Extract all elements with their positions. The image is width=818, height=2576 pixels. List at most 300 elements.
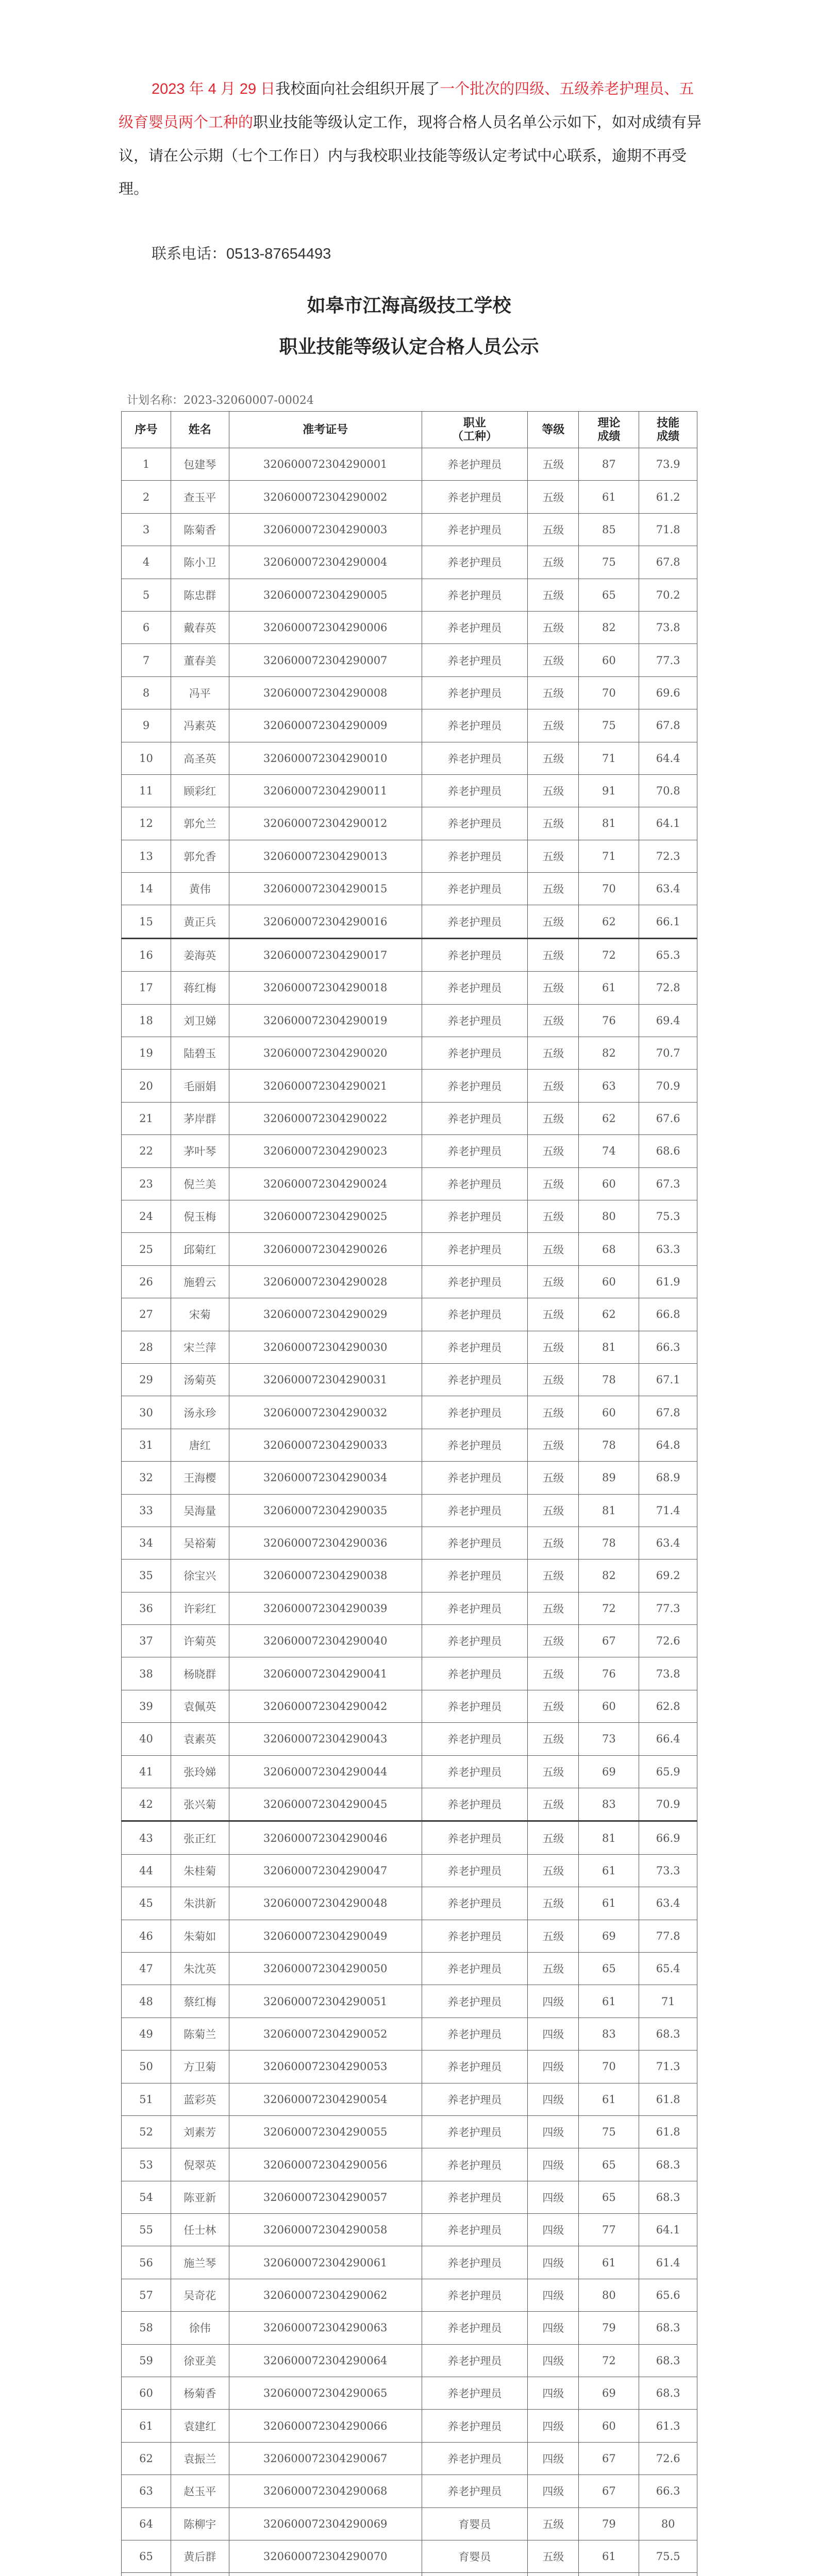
cell-theory: 74 <box>579 1135 639 1167</box>
cell-job: 养老护理员 <box>422 742 527 774</box>
cell-skill: 66.8 <box>639 1298 697 1331</box>
cell-name: 倪玉梅 <box>171 1200 229 1232</box>
table-row <box>122 611 697 643</box>
cell-theory: 65 <box>579 2181 639 2213</box>
cell-skill: 61.9 <box>639 1265 697 1298</box>
cell-exam-id: 320600072304290013 <box>229 840 422 872</box>
cell-index: 35 <box>122 1560 171 1592</box>
cell-exam-id: 320600072304290052 <box>229 2018 422 2050</box>
cell-name: 吴海量 <box>171 1494 229 1527</box>
cell-level: 五级 <box>528 1037 579 1070</box>
cell-level: 五级 <box>528 2540 579 2573</box>
cell-theory: 80 <box>579 1200 639 1232</box>
cell-name: 顾彩红 <box>171 774 229 807</box>
cell-theory: 61 <box>579 1985 639 2018</box>
cell-exam-id: 320600072304290054 <box>229 2083 422 2115</box>
cell-index: 41 <box>122 1755 171 1788</box>
cell-skill: 67.3 <box>639 1167 697 1200</box>
cell-job: 养老护理员 <box>422 1723 527 1755</box>
cell-index: 37 <box>122 1625 171 1657</box>
cell-exam-id: 320600072304290004 <box>229 546 422 579</box>
cell-level: 五级 <box>528 1004 579 1037</box>
cell-index: 5 <box>122 579 171 611</box>
cell-name: 宋菊 <box>171 1298 229 1331</box>
cell-theory: 67 <box>579 2475 639 2507</box>
col-index-header: 序号 <box>122 412 171 448</box>
cell-exam-id: 320600072304290062 <box>229 2279 422 2311</box>
cell-exam-id: 320600072304290021 <box>229 1070 422 1102</box>
cell-index <box>122 2573 171 2576</box>
table-row <box>122 2475 697 2507</box>
cell-theory: 91 <box>579 774 639 807</box>
cell-job: 养老护理员 <box>422 1854 527 1887</box>
cell-level: 五级 <box>528 1821 579 1854</box>
cell-skill: 61.8 <box>639 2115 697 2148</box>
cell-index: 2 <box>122 481 171 513</box>
cell-index: 47 <box>122 1952 171 1985</box>
cell-index: 51 <box>122 2083 171 2115</box>
cell-theory: 78 <box>579 1527 639 1559</box>
cell-name: 冯平 <box>171 676 229 709</box>
cell-job: 养老护理员 <box>422 2410 527 2442</box>
cell-exam-id: 320600072304290068 <box>229 2475 422 2507</box>
cell-skill: 64.8 <box>639 1429 697 1461</box>
cell-index: 27 <box>122 1298 171 1331</box>
cell-exam-id: 320600072304290056 <box>229 2148 422 2181</box>
table-row <box>122 1167 697 1200</box>
table-row <box>122 2344 697 2377</box>
cell-theory: 75 <box>579 709 639 742</box>
cell-index: 44 <box>122 1854 171 1887</box>
notice-text-1: 我校面向社会组织开展了 <box>275 80 440 97</box>
table-row <box>122 709 697 742</box>
cell-job: 养老护理员 <box>422 1233 527 1265</box>
cell-theory: 71 <box>579 840 639 872</box>
cell-skill: 67.1 <box>639 1363 697 1396</box>
cell-index: 43 <box>122 1821 171 1854</box>
cell-exam-id: 320600072304290057 <box>229 2181 422 2213</box>
cell-level: 五级 <box>528 709 579 742</box>
table-row <box>122 1887 697 1920</box>
cell-level: 五级 <box>528 1527 579 1559</box>
cell-job: 养老护理员 <box>422 2377 527 2410</box>
cell-level: 五级 <box>528 1167 579 1200</box>
cell-exam-id: 320600072304290043 <box>229 1723 422 1755</box>
cell-exam-id: 320600072304290016 <box>229 905 422 938</box>
cell-name: 陈菊香 <box>171 513 229 546</box>
cell-job: 养老护理员 <box>422 1821 527 1854</box>
cell-theory: 72 <box>579 1592 639 1624</box>
table-row <box>122 1854 697 1887</box>
col-level-header: 等级 <box>528 412 579 448</box>
cell-level: 五级 <box>528 905 579 938</box>
cell-exam-id: 320600072304290002 <box>229 481 422 513</box>
cell-level: 五级 <box>528 546 579 579</box>
cell-skill: 73.8 <box>639 611 697 643</box>
cell-job: 养老护理员 <box>422 1494 527 1527</box>
cell-name: 戴春英 <box>171 611 229 643</box>
cell-exam-id: 320600072304290001 <box>229 448 422 481</box>
cell-name: 姜海英 <box>171 938 229 971</box>
cell-theory: 69 <box>579 1755 639 1788</box>
cell-name: 郭允兰 <box>171 807 229 840</box>
cell-level: 五级 <box>528 1854 579 1887</box>
cell-job: 养老护理员 <box>422 676 527 709</box>
cell-name: 蒋红梅 <box>171 972 229 1004</box>
cell-index: 59 <box>122 2344 171 2377</box>
cell-skill: 72.6 <box>639 1625 697 1657</box>
cell-index: 3 <box>122 513 171 546</box>
col-job-header: 职业 （工种） <box>422 412 527 448</box>
cell-name: 黄后群 <box>171 2540 229 2573</box>
cell-job: 养老护理员 <box>422 513 527 546</box>
cell-index: 19 <box>122 1037 171 1070</box>
cell-job: 养老护理员 <box>422 2214 527 2246</box>
cell-index: 32 <box>122 1462 171 1494</box>
cell-exam-id: 320600072304290069 <box>229 2507 422 2540</box>
cell-theory: 76 <box>579 1004 639 1037</box>
cell-index: 20 <box>122 1070 171 1102</box>
table-row <box>122 1265 697 1298</box>
table-row <box>122 2214 697 2246</box>
cell-exam-id: 320600072304290034 <box>229 1462 422 1494</box>
col-name-header: 姓名 <box>171 412 229 448</box>
table-row <box>122 2050 697 2083</box>
cell-skill: 64.4 <box>639 742 697 774</box>
table-row <box>122 1298 697 1331</box>
cell-theory: 78 <box>579 1363 639 1396</box>
cell-exam-id: 320600072304290032 <box>229 1396 422 1429</box>
cell-skill: 72.6 <box>639 2442 697 2475</box>
cell-index: 9 <box>122 709 171 742</box>
cell-skill: 65.9 <box>639 1755 697 1788</box>
table-row <box>122 905 697 938</box>
cell-theory: 82 <box>579 1560 639 1592</box>
cell-exam-id: 320600072304290044 <box>229 1755 422 1788</box>
cell-skill: 68.6 <box>639 1135 697 1167</box>
cell-exam-id: 320600072304290035 <box>229 1494 422 1527</box>
cell-exam-id: 320600072304290031 <box>229 1363 422 1396</box>
table-row <box>122 2312 697 2344</box>
cell-name: 刘卫娣 <box>171 1004 229 1037</box>
cell-exam-id <box>229 2573 422 2576</box>
cell-job: 养老护理员 <box>422 1004 527 1037</box>
cell-skill: 70.9 <box>639 1788 697 1821</box>
cell-skill: 68.3 <box>639 2018 697 2050</box>
cell-level: 五级 <box>528 1920 579 1952</box>
cell-theory: 69 <box>579 1920 639 1952</box>
cell-exam-id: 320600072304290005 <box>229 579 422 611</box>
table-row <box>122 1429 697 1461</box>
table-row <box>122 2246 697 2279</box>
cell-skill: 70.7 <box>639 1037 697 1070</box>
table-row <box>122 2018 697 2050</box>
cell-job: 养老护理员 <box>422 1985 527 2018</box>
cell-level: 五级 <box>528 1396 579 1429</box>
cell-exam-id: 320600072304290009 <box>229 709 422 742</box>
cell-exam-id: 320600072304290036 <box>229 1527 422 1559</box>
cell-exam-id: 320600072304290003 <box>229 513 422 546</box>
cell-theory: 71 <box>579 742 639 774</box>
cell-name: 毛丽娟 <box>171 1070 229 1102</box>
cell-theory: 61 <box>579 2246 639 2279</box>
cell-skill: 63.4 <box>639 1527 697 1559</box>
cell-name: 茅叶琴 <box>171 1135 229 1167</box>
table-row <box>122 676 697 709</box>
cell-theory: 68 <box>579 1233 639 1265</box>
table-row <box>122 1037 697 1070</box>
cell-exam-id: 320600072304290030 <box>229 1331 422 1363</box>
cell-skill: 68.3 <box>639 2181 697 2213</box>
cell-exam-id: 320600072304290017 <box>229 938 422 971</box>
cell-job <box>422 2573 527 2576</box>
cell-index: 11 <box>122 774 171 807</box>
cell-index: 31 <box>122 1429 171 1461</box>
cell-name: 许彩红 <box>171 1592 229 1624</box>
school-name: 如皋市江海高级技工学校 <box>307 295 511 316</box>
cell-level: 五级 <box>528 1135 579 1167</box>
cell-index: 55 <box>122 2214 171 2246</box>
cell-theory: 83 <box>579 1788 639 1821</box>
cell-name: 冯素英 <box>171 709 229 742</box>
cell-theory: 60 <box>579 2410 639 2442</box>
cell-name: 宋兰萍 <box>171 1331 229 1363</box>
cell-level: 五级 <box>528 840 579 872</box>
cell-skill: 68.3 <box>639 2148 697 2181</box>
cell-skill: 68.9 <box>639 1462 697 1494</box>
cell-skill: 65.3 <box>639 938 697 971</box>
cell-exam-id: 320600072304290070 <box>229 2540 422 2573</box>
cell-index: 23 <box>122 1167 171 1200</box>
cell-theory: 62 <box>579 1102 639 1134</box>
cell-exam-id: 320600072304290067 <box>229 2442 422 2475</box>
cell-job: 养老护理员 <box>422 1527 527 1559</box>
cell-job: 养老护理员 <box>422 448 527 481</box>
cell-name: 徐宝兴 <box>171 1560 229 1592</box>
cell-name: 朱菊如 <box>171 1920 229 1952</box>
cell-skill: 66.9 <box>639 1821 697 1854</box>
cell-job: 养老护理员 <box>422 1755 527 1788</box>
cell-level: 五级 <box>528 742 579 774</box>
cell-index: 50 <box>122 2050 171 2083</box>
cell-level: 五级 <box>528 1625 579 1657</box>
cell-exam-id: 320600072304290015 <box>229 873 422 905</box>
cell-exam-id: 320600072304290022 <box>229 1102 422 1134</box>
cell-level: 五级 <box>528 1200 579 1232</box>
table-row <box>122 579 697 611</box>
cell-job: 养老护理员 <box>422 2018 527 2050</box>
cell-job: 养老护理员 <box>422 2344 527 2377</box>
table-row <box>122 1755 697 1788</box>
cell-skill: 66.4 <box>639 1723 697 1755</box>
cell-name: 朱洪新 <box>171 1887 229 1920</box>
cell-theory: 76 <box>579 1657 639 1690</box>
cell-name: 倪翠英 <box>171 2148 229 2181</box>
cell-job: 养老护理员 <box>422 1200 527 1232</box>
cell-level: 五级 <box>528 774 579 807</box>
cell-job: 养老护理员 <box>422 2312 527 2344</box>
cell-skill: 69.6 <box>639 676 697 709</box>
cell-exam-id: 320600072304290024 <box>229 1167 422 1200</box>
cell-level: 五级 <box>528 1755 579 1788</box>
cell-theory: 61 <box>579 2540 639 2573</box>
cell-job: 养老护理员 <box>422 2442 527 2475</box>
cell-exam-id: 320600072304290020 <box>229 1037 422 1070</box>
cell-index: 21 <box>122 1102 171 1134</box>
cell-skill: 68.3 <box>639 2312 697 2344</box>
cell-index: 8 <box>122 676 171 709</box>
cell-name: 刘素芳 <box>171 2115 229 2148</box>
cell-job: 养老护理员 <box>422 546 527 579</box>
cell-name: 徐伟 <box>171 2312 229 2344</box>
cell-level: 四级 <box>528 2475 579 2507</box>
cell-job: 养老护理员 <box>422 1920 527 1952</box>
table-row <box>122 2410 697 2442</box>
cell-exam-id: 320600072304290019 <box>229 1004 422 1037</box>
cell-name: 方卫菊 <box>171 2050 229 2083</box>
table-row <box>122 1331 697 1363</box>
cell-exam-id: 320600072304290041 <box>229 1657 422 1690</box>
cell-theory: 82 <box>579 611 639 643</box>
cell-index: 65 <box>122 2540 171 2573</box>
table-row <box>122 1952 697 1985</box>
cell-exam-id: 320600072304290008 <box>229 676 422 709</box>
cell-theory: 75 <box>579 2115 639 2148</box>
table-row <box>122 1592 697 1624</box>
cell-level: 五级 <box>528 972 579 1004</box>
cell-exam-id: 320600072304290066 <box>229 2410 422 2442</box>
cell-name: 袁佩英 <box>171 1690 229 1722</box>
cell-skill: 70.8 <box>639 774 697 807</box>
cell-index: 58 <box>122 2312 171 2344</box>
table-row <box>122 513 697 546</box>
cell-skill: 73.3 <box>639 1854 697 1887</box>
cell-name: 郭允香 <box>171 840 229 872</box>
cell-index: 40 <box>122 1723 171 1755</box>
table-row <box>122 1560 697 1592</box>
table-row <box>122 2540 697 2573</box>
cell-skill: 72.3 <box>639 840 697 872</box>
cell-exam-id: 320600072304290049 <box>229 1920 422 1952</box>
cell-theory: 61 <box>579 972 639 1004</box>
cell-skill: 68.3 <box>639 2377 697 2410</box>
cell-name: 张正红 <box>171 1821 229 1854</box>
table-row <box>122 1920 697 1952</box>
cell-level: 四级 <box>528 2312 579 2344</box>
cell-theory: 72 <box>579 938 639 971</box>
table-row <box>122 1396 697 1429</box>
cell-name: 赵玉平 <box>171 2475 229 2507</box>
cell-level: 五级 <box>528 873 579 905</box>
cell-job: 养老护理员 <box>422 774 527 807</box>
cell-job: 养老护理员 <box>422 1265 527 1298</box>
cell-level: 四级 <box>528 2018 579 2050</box>
table-header-row <box>122 412 697 448</box>
cell-level: 五级 <box>528 513 579 546</box>
table-row <box>122 1723 697 1755</box>
cell-theory: 81 <box>579 1331 639 1363</box>
cell-skill: 64.1 <box>639 2214 697 2246</box>
table-row <box>122 1527 697 1559</box>
cell-level: 四级 <box>528 2115 579 2148</box>
cell-theory: 85 <box>579 513 639 546</box>
cell-index: 53 <box>122 2148 171 2181</box>
cell-skill: 71 <box>639 1985 697 2018</box>
table-row <box>122 873 697 905</box>
cell-exam-id: 320600072304290053 <box>229 2050 422 2083</box>
table-row <box>122 742 697 774</box>
col-exam-id-header: 准考证号 <box>229 412 422 448</box>
cell-job: 养老护理员 <box>422 1462 527 1494</box>
cell-skill: 64.1 <box>639 807 697 840</box>
cell-skill: 62.8 <box>639 1690 697 1722</box>
cell-level: 五级 <box>528 448 579 481</box>
cell-name: 袁振兰 <box>171 2442 229 2475</box>
cell-skill: 77.3 <box>639 1592 697 1624</box>
cell-index: 60 <box>122 2377 171 2410</box>
cell-job: 养老护理员 <box>422 1331 527 1363</box>
cell-name: 陆碧玉 <box>171 1037 229 1070</box>
cell-theory: 79 <box>579 2507 639 2540</box>
cell-level: 五级 <box>528 1690 579 1722</box>
cell-job: 养老护理员 <box>422 1560 527 1592</box>
cell-index: 56 <box>122 2246 171 2279</box>
table-row <box>122 938 697 971</box>
cell-level: 四级 <box>528 2246 579 2279</box>
cell-theory: 61 <box>579 1887 639 1920</box>
cell-theory: 65 <box>579 1952 639 1985</box>
cell-skill <box>639 2573 697 2576</box>
table-row <box>122 644 697 676</box>
cell-job: 养老护理员 <box>422 644 527 676</box>
cell-skill: 77.8 <box>639 1920 697 1952</box>
cell-skill: 61.3 <box>639 2410 697 2442</box>
cell-skill: 67.8 <box>639 546 697 579</box>
cell-level: 五级 <box>528 1592 579 1624</box>
cell-exam-id: 320600072304290006 <box>229 611 422 643</box>
cell-exam-id: 320600072304290063 <box>229 2312 422 2344</box>
cell-job: 养老护理员 <box>422 1657 527 1690</box>
cell-level: 四级 <box>528 2377 579 2410</box>
cell-level: 五级 <box>528 1331 579 1363</box>
cell-theory: 73 <box>579 1723 639 1755</box>
cell-skill: 67.8 <box>639 1396 697 1429</box>
cell-exam-id: 320600072304290047 <box>229 1854 422 1887</box>
cell-theory: 89 <box>579 1462 639 1494</box>
table-row <box>122 1985 697 2018</box>
cell-name: 施兰琴 <box>171 2246 229 2279</box>
cell-name: 邱菊红 <box>171 1233 229 1265</box>
cell-exam-id: 320600072304290026 <box>229 1233 422 1265</box>
cell-job: 养老护理员 <box>422 2475 527 2507</box>
cell-level: 五级 <box>528 1952 579 1985</box>
cell-exam-id: 320600072304290029 <box>229 1298 422 1331</box>
notice-text-2: 职业技能等级认定工作，现将合格人员名单公示如下，如对成绩有异议，请在公示期（七个工作日）内与我校职业技能等级认定考试中心联系，逾期不再受理。 <box>119 113 702 197</box>
cell-name: 朱桂菊 <box>171 1854 229 1887</box>
cell-exam-id: 320600072304290050 <box>229 1952 422 1985</box>
col-theory-header: 理论 成绩 <box>579 412 639 448</box>
table-row <box>122 2148 697 2181</box>
cell-index: 64 <box>122 2507 171 2540</box>
cell-name: 陈小卫 <box>171 546 229 579</box>
cell-level: 五级 <box>528 1788 579 1821</box>
cell-level: 五级 <box>528 644 579 676</box>
table-row <box>122 2181 697 2213</box>
cell-index: 10 <box>122 742 171 774</box>
notice-paragraph <box>119 72 706 205</box>
cell-level: 五级 <box>528 1462 579 1494</box>
cell-exam-id: 320600072304290055 <box>229 2115 422 2148</box>
